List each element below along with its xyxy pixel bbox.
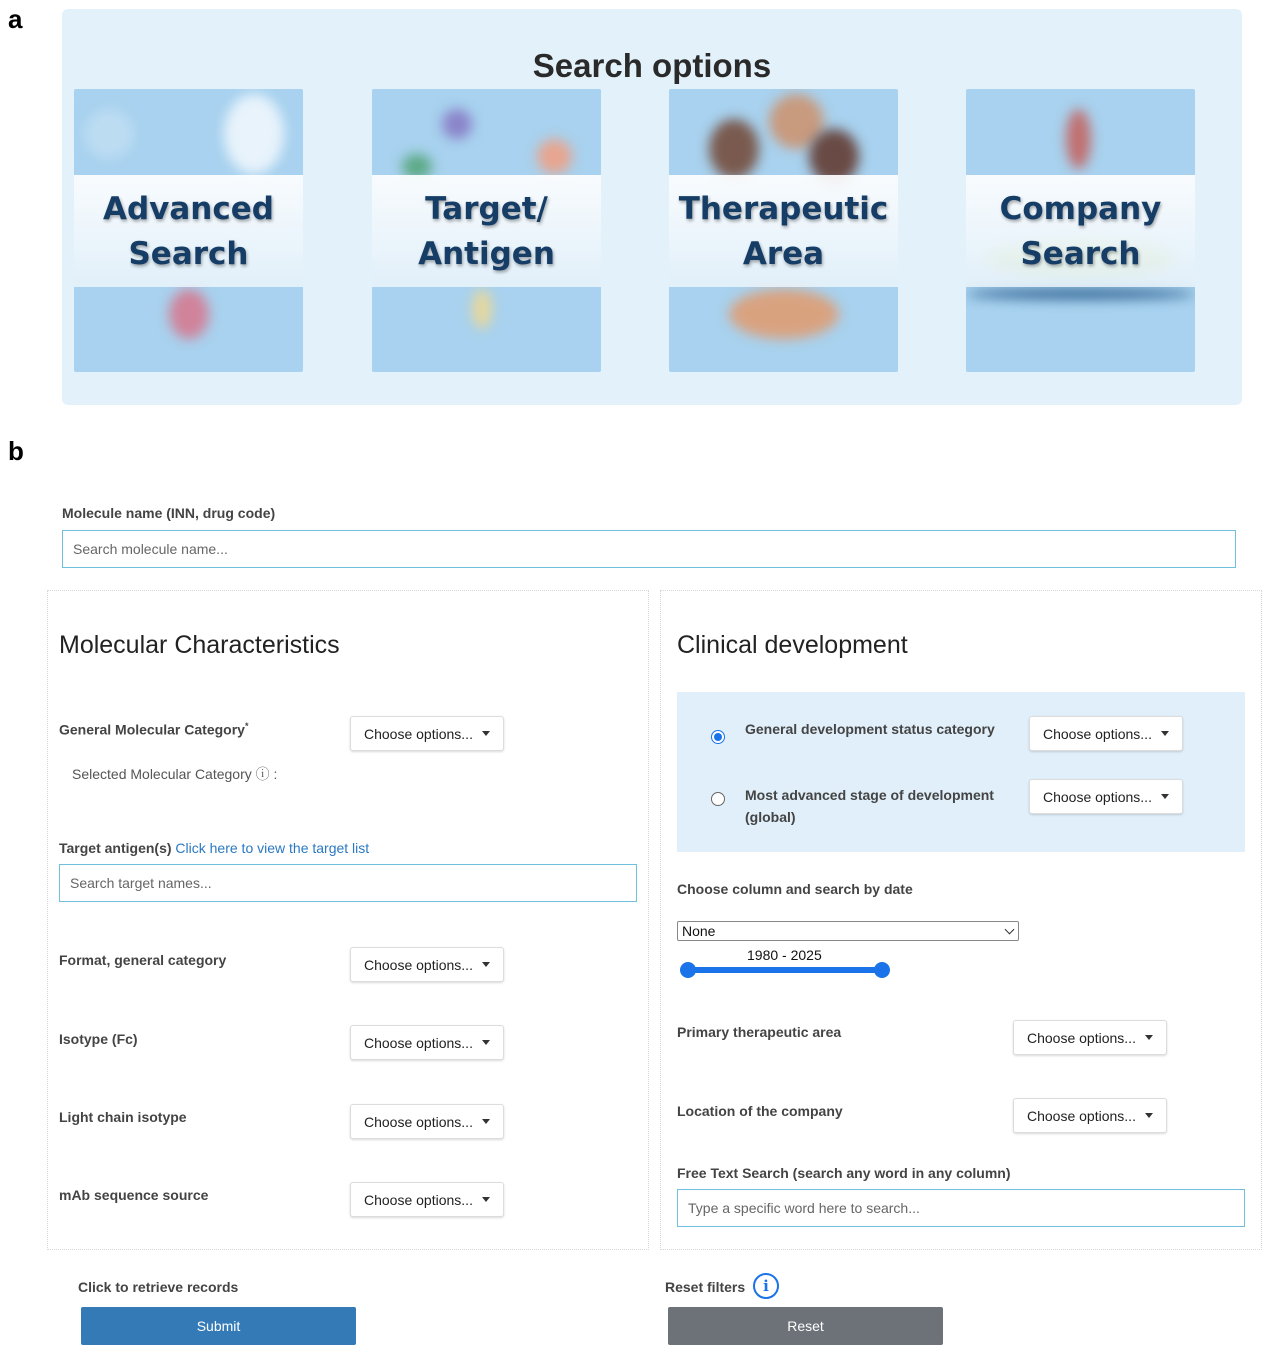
status-category-dropdown[interactable]: Choose options... — [1029, 716, 1183, 751]
caret-down-icon — [1161, 794, 1169, 799]
company-location-label: Location of the company — [677, 1103, 843, 1119]
date-range-slider-track[interactable] — [688, 967, 882, 973]
target-antigen-card[interactable] — [372, 89, 601, 372]
status-category-label: General development status category — [745, 721, 995, 737]
therapeutic-area-label: Therapeutic Area — [678, 191, 889, 272]
mab-sequence-source-dropdown[interactable]: Choose options... — [350, 1182, 504, 1217]
clinical-development-section — [660, 590, 1262, 1250]
caret-down-icon — [482, 1197, 490, 1202]
company-location-dropdown[interactable]: Choose options... — [1013, 1098, 1167, 1133]
general-molecular-category-dropdown[interactable]: Choose options... — [350, 716, 504, 751]
search-options-panel — [62, 9, 1242, 405]
advanced-stage-label: Most advanced stage of development (global) — [745, 787, 994, 825]
primary-therapeutic-area-dropdown[interactable]: Choose options... — [1013, 1020, 1167, 1055]
chevron-down-icon — [1005, 925, 1015, 935]
date-range-start-handle[interactable] — [680, 962, 696, 978]
caret-down-icon — [482, 962, 490, 967]
molecular-characteristics-section — [47, 590, 649, 1250]
selected-molecular-category-label: Selected Molecular Category ⓘ : — [72, 766, 278, 782]
isotype-fc-dropdown[interactable]: Choose options... — [350, 1025, 504, 1060]
light-chain-isotype-dropdown[interactable]: Choose options... — [350, 1104, 504, 1139]
target-list-link[interactable]: Click here to view the target list — [175, 840, 370, 856]
free-text-search-label: Free Text Search (search any word in any column) — [677, 1165, 1011, 1181]
isotype-fc-label: Isotype (Fc) — [59, 1031, 138, 1047]
molecular-characteristics-title: Molecular Characteristics — [59, 631, 340, 659]
date-range-end-handle[interactable] — [874, 962, 890, 978]
caret-down-icon — [482, 731, 490, 736]
advanced-stage-radio[interactable] — [711, 792, 725, 806]
retrieve-records-label: Click to retrieve records — [78, 1279, 239, 1295]
molecule-name-label: Molecule name (INN, drug code) — [62, 505, 276, 521]
target-antigen-label: Target antigen(s) Click here to view the target list — [59, 840, 370, 856]
caret-down-icon — [482, 1040, 490, 1045]
therapeutic-area-card[interactable] — [669, 89, 898, 372]
company-search-label: Company Search — [999, 191, 1162, 272]
required-mark: * — [244, 721, 249, 731]
free-text-search-input[interactable] — [677, 1189, 1245, 1227]
info-icon[interactable]: i — [753, 1273, 779, 1299]
caret-down-icon — [1161, 731, 1169, 736]
format-general-category-label: Format, general category — [59, 952, 227, 968]
mab-sequence-source-label: mAb sequence source — [59, 1187, 209, 1203]
advanced-search-card[interactable] — [74, 89, 303, 372]
status-category-radio[interactable] — [711, 730, 725, 744]
search-options-title: Search options — [532, 47, 772, 84]
date-column-select[interactable]: None — [677, 921, 1019, 941]
advanced-stage-dropdown[interactable]: Choose options... — [1029, 779, 1183, 814]
company-search-card[interactable] — [966, 89, 1195, 372]
caret-down-icon — [482, 1119, 490, 1124]
format-general-category-dropdown[interactable]: Choose options... — [350, 947, 504, 982]
reset-filters-label: Reset filters — [665, 1279, 746, 1295]
submit-button[interactable]: Submit — [81, 1307, 356, 1345]
clinical-development-title: Clinical development — [677, 631, 908, 659]
panel-b-letter: b — [8, 436, 24, 466]
primary-therapeutic-area-label: Primary therapeutic area — [677, 1024, 842, 1040]
reset-button[interactable]: Reset — [668, 1307, 943, 1345]
date-range-value: 1980 - 2025 — [747, 947, 822, 963]
advanced-search-label: Advanced Search — [103, 191, 274, 272]
molecule-name-input[interactable] — [62, 530, 1236, 568]
panel-a-letter: a — [8, 4, 23, 34]
general-molecular-category-label: General Molecular Category* — [59, 721, 249, 738]
target-antigen-input[interactable] — [59, 864, 637, 902]
caret-down-icon — [1145, 1113, 1153, 1118]
date-column-label: Choose column and search by date — [677, 881, 913, 897]
target-antigen-label: Target/ Antigen — [418, 191, 555, 272]
light-chain-isotype-label: Light chain isotype — [59, 1109, 187, 1125]
caret-down-icon — [1145, 1035, 1153, 1040]
